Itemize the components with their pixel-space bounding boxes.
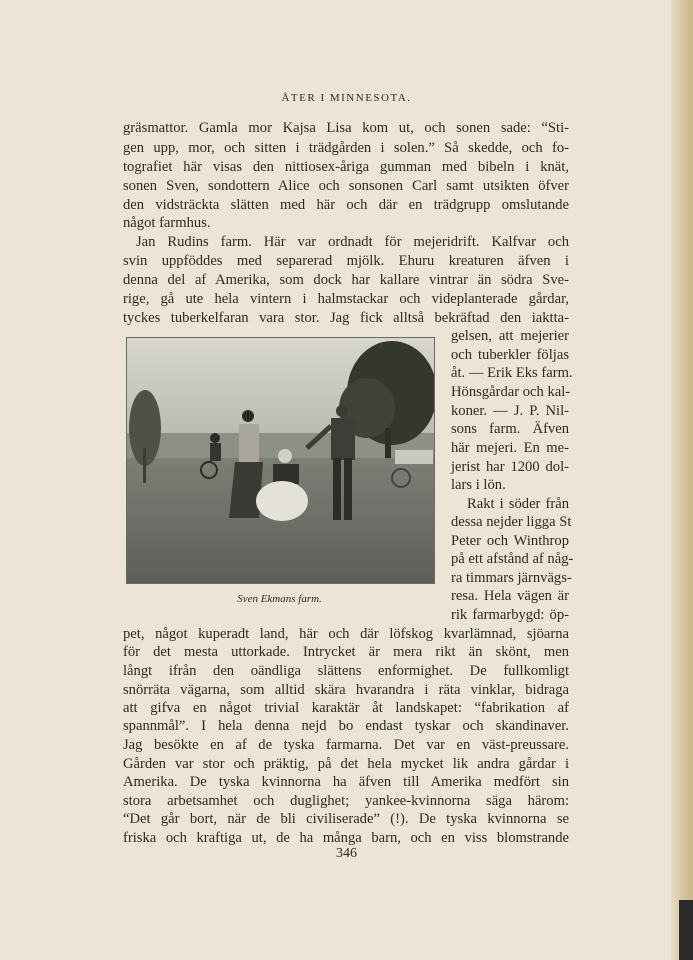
side-text-line: sons farm. Äfven (451, 421, 569, 437)
page-edge-shadow (679, 900, 693, 960)
text-line: stora arbetsamhet och duglighet; yankee-kvinnorna säga härom: (123, 793, 569, 809)
side-text-line: här mejeri. En me- (451, 440, 569, 456)
photo-caption: Sven Ekmans farm. (237, 593, 322, 605)
text-line: denna del af Amerika, som dock har kallare vintrar än södra Sve- (123, 272, 569, 288)
text-line: att gifva en något trivial karaktär åt landskapet: “fabrikation af (123, 700, 569, 716)
text-line: svin uppföddes med separerad mjölk. Ehuru kreaturen äfven i (123, 253, 569, 269)
text-line: långt ifrån den oändliga slättens enformighet. De fullkomligt (123, 663, 569, 679)
side-text-line: åt. — Erik Eks farm. (451, 365, 573, 381)
text-line: snörräta vägarna, som alltid skära hvarandra i räta vinklar, bidraga (123, 682, 569, 698)
text-line: rige, gå ute hela vintern i halmstackar och videplanterade gårdar, (123, 291, 569, 307)
text-line: gen upp, mor, och sitten i trädgården i solen.” Så skedde, och fo- (123, 140, 569, 156)
side-text-line: resa. Hela vägen är (451, 588, 569, 604)
running-header: ÅTER I MINNESOTA. (281, 92, 412, 104)
side-text-line: på ett afstånd af någ- (451, 551, 574, 567)
side-text-line: rik farmarbygd: öp- (451, 607, 569, 623)
text-line: pet, något kuperadt land, här och där löfskog kvarlämnad, sjöarna (123, 626, 569, 642)
text-line: tografiet här visas den nittiosex-åriga gumman med bibeln i knät, (123, 159, 569, 175)
text-line: Jan Rudins farm. Här var ordnadt för mejeridrift. Kalfvar och (136, 234, 569, 250)
side-text-line: koner. — J. P. Nil- (451, 403, 569, 419)
side-text-line: Hönsgårdar och kal- (451, 384, 571, 400)
text-line: något farmhus. (123, 215, 211, 231)
text-line: tyckes tuberkelfaran vara stor. Jag fick alltså bekräftad den iaktta- (123, 310, 569, 326)
side-text-line: dessa nejder ligga St (451, 514, 572, 530)
page-edge (671, 0, 693, 960)
text-line: spannmål”. I hela denna nejd bo endast tyskar och skandinaver. (123, 718, 569, 734)
text-line: gräsmattor. Gamla mor Kajsa Lisa kom ut, och sonen sade: “Sti- (123, 120, 569, 136)
side-text-line: Peter och Winthrop (451, 533, 569, 549)
side-text-line: ra timmars järnvägs- (451, 570, 572, 586)
side-text-line: och tuberkler följas (451, 347, 569, 363)
text-line: Gården var stor och präktig, på det hela mycket lik andra gårdar i (123, 756, 569, 772)
text-line: den vidsträckta slätten med här och där en trädgrupp omslutande (123, 197, 569, 213)
side-text-line: Rakt i söder från (467, 496, 569, 512)
text-line: för det mesta uttorkade. Intrycket är mera rikt än skönt, men (123, 644, 569, 660)
text-line: Amerika. De tyska kvinnorna ha äfven till Amerika medfört sin (123, 774, 569, 790)
side-text-line: jerist har 1200 dol- (451, 459, 569, 475)
page-number: 346 (336, 846, 357, 861)
text-line: sonen Sven, sondottern Alice och sonsonen Carl samt utsikten öfver (123, 178, 569, 194)
farm-photo-illustration (127, 338, 434, 583)
side-text-line: gelsen, att mejerier (451, 328, 569, 344)
text-line: friska och kraftiga ut, de ha många barn, och en viss blomstrande (123, 830, 569, 846)
side-text-line: lars i lön. (451, 477, 506, 493)
farm-photograph (126, 337, 435, 584)
text-line: Jag besökte en af de tyska farmarna. Det var en väst-preussare. (123, 737, 569, 753)
text-line: “Det går bort, när de bli civiliserade” (!). De tyska kvinnorna se (123, 811, 569, 827)
